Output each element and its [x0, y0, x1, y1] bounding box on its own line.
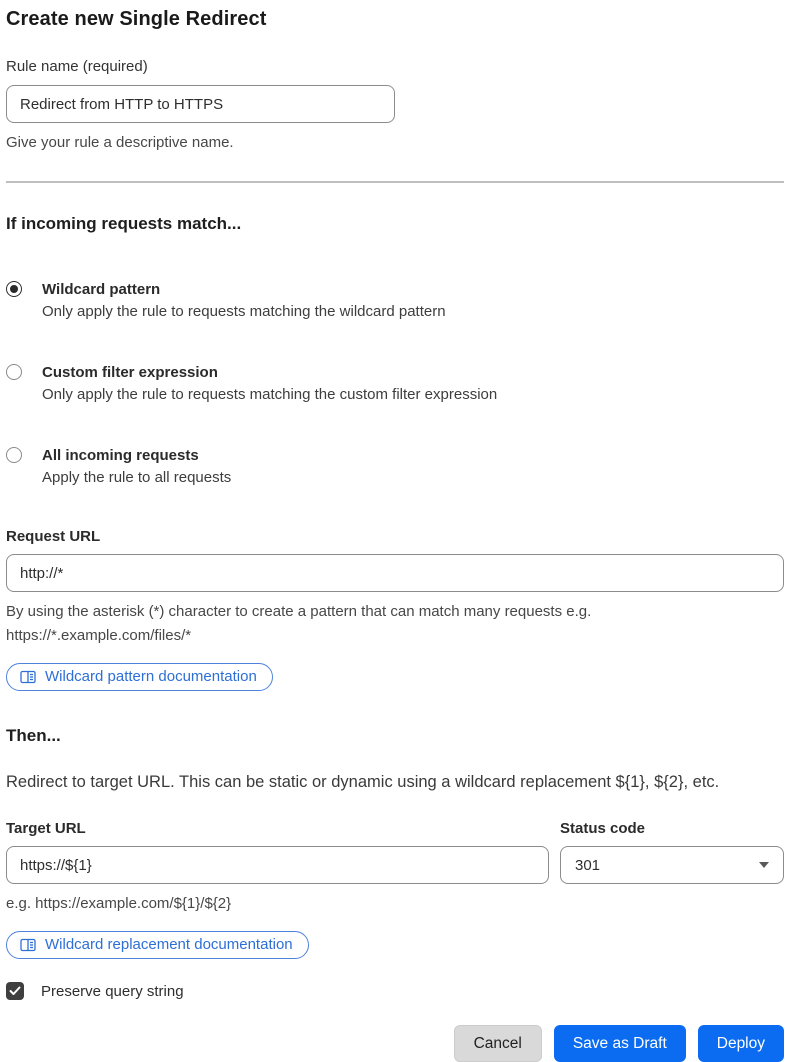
- section-divider: [6, 181, 784, 183]
- radio-option-description: Only apply the rule to requests matching the wildcard pattern: [42, 303, 446, 320]
- footer-actions: [6, 1025, 784, 1062]
- wildcard-pattern-doc-button[interactable]: [6, 663, 273, 691]
- match-section-heading: If incoming requests match...: [6, 214, 242, 233]
- target-status-row: [6, 820, 784, 916]
- target-url-input[interactable]: [6, 846, 549, 884]
- rule-name-input[interactable]: [6, 85, 395, 123]
- radio-option-wildcard-pattern[interactable]: [6, 279, 784, 323]
- target-url-label: Target URL: [6, 820, 86, 837]
- request-url-helper: By using the asterisk (*) character to create a pattern that can match many requests e.g. https://*.example.com/files/*: [6, 603, 592, 644]
- book-open-icon: [20, 670, 36, 684]
- chevron-down-icon: [759, 862, 769, 868]
- radio-option-description: Apply the rule to all requests: [42, 469, 232, 486]
- deploy-button[interactable]: Deploy: [698, 1025, 784, 1062]
- radio-option-custom-filter[interactable]: [6, 362, 784, 406]
- cancel-button[interactable]: Cancel: [454, 1025, 542, 1062]
- doc-button-label: Wildcard pattern documentation: [45, 668, 257, 685]
- match-type-radio-group: [6, 279, 784, 489]
- then-section-description: Redirect to target URL. This can be static or dynamic using a wildcard replacement ${1}, ${2}, etc.: [6, 773, 720, 791]
- radio-option-description: Only apply the rule to requests matching the custom filter expression: [42, 386, 498, 403]
- checkbox-checked-icon[interactable]: [6, 982, 24, 1000]
- status-code-select[interactable]: [560, 846, 784, 884]
- status-code-value: 301: [575, 856, 601, 874]
- preserve-query-string-row[interactable]: [6, 982, 784, 1000]
- request-url-input[interactable]: [6, 554, 784, 592]
- then-section-heading: Then...: [6, 726, 61, 745]
- radio-button-icon[interactable]: [6, 364, 22, 380]
- rule-name-label: Rule name (required): [6, 58, 148, 75]
- preserve-query-string-label: Preserve query string: [41, 982, 184, 1000]
- request-url-label: Request URL: [6, 528, 101, 545]
- radio-option-label: Wildcard pattern: [42, 281, 161, 298]
- radio-button-icon[interactable]: [6, 281, 22, 297]
- target-url-helper: e.g. https://example.com/${1}/${2}: [6, 895, 232, 912]
- radio-option-label: Custom filter expression: [42, 364, 218, 381]
- book-open-icon: [20, 938, 36, 952]
- rule-name-helper: Give your rule a descriptive name.: [6, 134, 234, 151]
- page-title: Create new Single Redirect: [6, 8, 267, 30]
- doc-button-label: Wildcard replacement documentation: [45, 936, 293, 953]
- radio-option-all-requests[interactable]: [6, 445, 784, 489]
- wildcard-replacement-doc-button[interactable]: [6, 931, 309, 959]
- save-as-draft-button[interactable]: Save as Draft: [554, 1025, 686, 1062]
- radio-option-label: All incoming requests: [42, 447, 199, 464]
- status-code-label: Status code: [560, 820, 646, 837]
- radio-button-icon[interactable]: [6, 447, 22, 463]
